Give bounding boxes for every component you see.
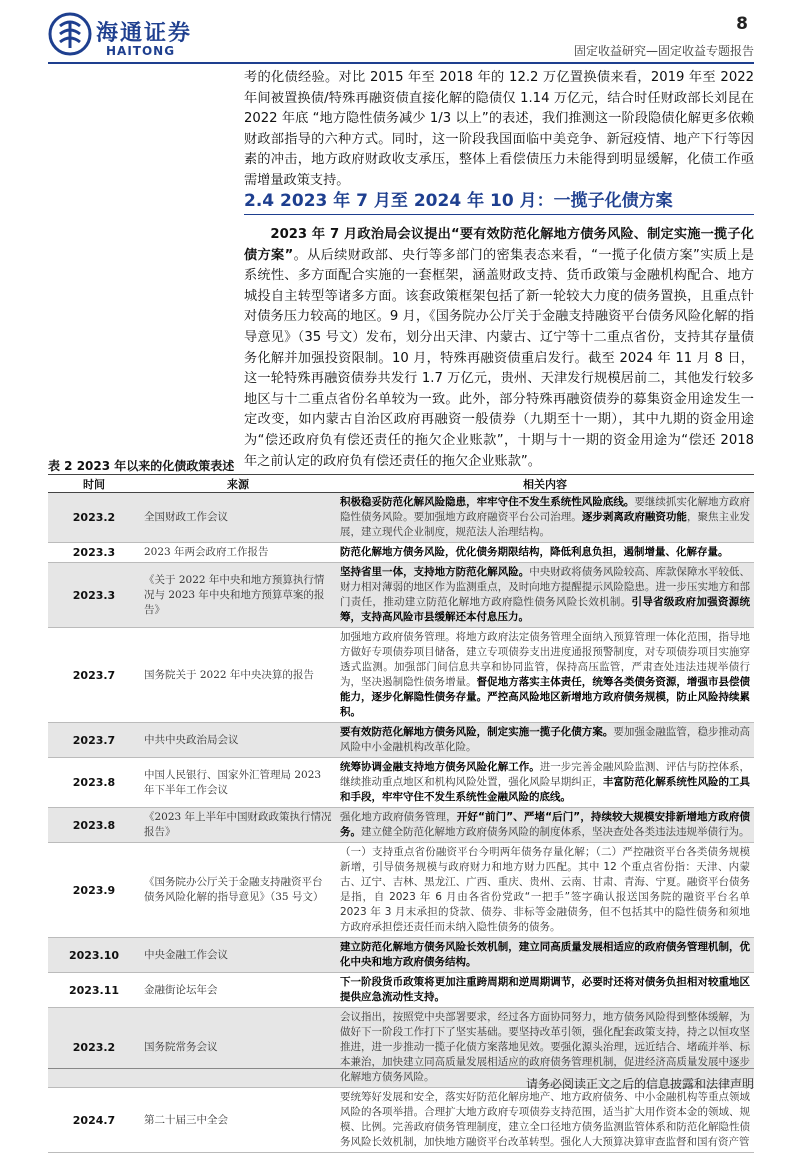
row-date: 2023.2: [48, 1008, 140, 1088]
header-date: 时间: [48, 476, 140, 493]
row-source: 第二十届三中全会: [140, 1088, 336, 1153]
table-header-row: [48, 476, 754, 493]
row-content: [336, 938, 754, 973]
row-content-bold-2: 丰富防范化解系统性风险的工具和手段，牢牢守住不发生系统性金融风险的底线。: [340, 776, 750, 803]
intro-text: 考的化债经验。对比 2015 年至 2018 年的 12.2 万亿置换债来看，2019 年至 2022 年间被置换债/特殊再融资债直接化解的隐债仅 1.14 万亿元，结合时任财政部长刘昆在 2022 年底 “地方隐性债务减少 1/3 以上”的表述，我们推测这一阶段隐债化解更多依赖财政部指导的六种方式。同时，这一阶段我国面临中美竞争、新冠疫情、地产下行等因素的冲击，地方政府财政收支承压，整体上看偿债压力未能得到明显缓解，化债工作亟需增量政策支持。: [244, 70, 754, 188]
page-header: [48, 12, 754, 64]
section-bold-lead: 2023 年 7 月政治局会议提出“要有效防范化解地方债务风险、制定实施一揽子化债方案”: [244, 227, 754, 263]
section-paragraph: [244, 225, 754, 472]
row-content-bold: 积极稳妥防范化解风险隐患，牢牢守住不发生系统性风险底线。: [340, 496, 635, 508]
row-content-text: 进一步完善金融风险监测、评估与防控体系，继续推动重点地区和机构风险处置，强化风险早期纠正，: [340, 761, 750, 788]
row-content-bold-2: 逐步剥离政府融资功能: [581, 511, 687, 523]
table-row: [48, 973, 754, 1008]
logo-text-en: HAITONG: [106, 44, 176, 58]
row-source: 中央金融工作会议: [140, 938, 336, 973]
row-content: [336, 628, 754, 723]
row-date: 2023.11: [48, 973, 140, 1008]
row-date: 2023.3: [48, 543, 140, 563]
row-content-text: 加强地方政府债务管理。将地方政府法定债务管理全面纳入预算管理一体化范围，指导地方做好专项债券项目储备，建立专项债券支出进度通报预警制度，对专项债券项目实施穿透式监测。加强部门间信息共享和协同监管，保持高压监管，严肃查处违法违规举债行为，坚决遏制隐性债务增量。: [340, 631, 750, 688]
row-content-bold: 统筹协调金融支持地方债务风险化解工作。: [340, 761, 540, 773]
row-date: 2023.2: [48, 493, 140, 543]
row-date: 2023.7: [48, 628, 140, 723]
row-content: [336, 563, 754, 628]
row-date: 2023.10: [48, 938, 140, 973]
row-date: 2023.8: [48, 808, 140, 843]
table-row: [48, 563, 754, 628]
table-row: [48, 808, 754, 843]
row-content-text: 会议指出，按照党中央部署要求，经过各方面协同努力，地方债务风险得到整体缓解，为做好下一阶段工作打下了坚实基础。要坚持改革引领，强化配套政策支持，持之以恒攻坚推进，进一步推动一揽子化债方案落地见效。要强化源头治理，远近结合、堵疏并举、标本兼治，加快建立同高质量发展相适应的政府债务管理机制，促进经济高质量发展中逐步化解地方债务风险。: [340, 1011, 750, 1083]
table-row: [48, 938, 754, 973]
table-caption: 表 2 2023 年以来的化债政策表述: [48, 459, 235, 473]
row-source: 中共中央政治局会议: [140, 723, 336, 758]
page-number: 8: [736, 14, 748, 34]
row-source: 《关于 2022 年中央和地方预算执行情况与 2023 年中央和地方预算草案的报告》: [140, 563, 336, 628]
row-content-text: 中央财政将债务风险较高、库款保障水平较低、财力相对薄弱的地区作为监测重点，及时向地方提醒提示风险隐患。进一步压实地方和部门责任，推动建立防范化解地方政府隐性债务风险长效机制。: [340, 566, 751, 608]
row-content-bold-2: 引导省级政府加强资源统筹，支持高风险市县缓解还本付息压力。: [340, 596, 751, 623]
row-content-bold-2: 督促地方落实主体责任，统筹各类债务资源，增强市县偿债能力，逐步化解隐性债务存量。严控高风险地区新增地方政府债务规模，防止风险持续累积。: [340, 676, 750, 718]
header-rule: [48, 62, 754, 64]
row-source: 国务院关于 2022 年中央决算的报告: [140, 628, 336, 723]
row-source: 金融街论坛年会: [140, 973, 336, 1008]
table-body: [48, 493, 754, 1153]
row-content-bold: 要有效防范化解地方债务风险，制定实施一揽子化债方案。: [340, 726, 614, 738]
row-content: [336, 723, 754, 758]
row-content-text: （一）支持重点省份融资平台今明两年债务存量化解；（二）严控融资平台各类债务规模新增，引导债务规模与政府财力和地方财力匹配。其中 12 个重点省份指：天津、内蒙古、辽宁、吉林、黑龙江、广西、重庆、贵州、云南、甘肃、青海、宁夏。融资平台债务是指，自 2023 年 6 月由各省份党政“一把手”签字确认报送国务院的融资平台名单 2023 年 3 月末承担的贷款、债券、非标等金融债务，但不包括其中的隐性债务和须地方政府承担偿还责任而未纳入隐性债务的债务。: [340, 846, 750, 933]
haitong-logo-icon: [48, 12, 92, 56]
footer-rule: [48, 1068, 754, 1069]
intro-paragraph: [244, 68, 754, 192]
row-content-bold: 下一阶段货币政策将更加注重跨周期和逆周期调节，必要时还将对债务负担相对较重地区提供应急流动性支持。: [340, 976, 750, 1003]
row-content: [336, 843, 754, 938]
table-row: [48, 1088, 754, 1153]
row-content-text: 要统筹好发展和安全，落实好防范化解房地产、地方政府债务、中小金融机构等重点领域风险的各项举措。合理扩大地方政府专项债券支持范围，适当扩大用作资本金的领域、规模、比例。完善政府债务管理制度，建立全口径地方债务监测监管体系和防范化解隐性债务风险长效机制，加快地方融资平台改革转型。强化人大预算决算审查监督和国有资产管: [340, 1091, 750, 1148]
table-row: [48, 843, 754, 938]
table-row: [48, 758, 754, 808]
row-date: 2023.7: [48, 723, 140, 758]
row-source: 中国人民银行、国家外汇管理局 2023 年下半年工作会议: [140, 758, 336, 808]
row-content-bold-2: 开好“前门”、严堵“后门”，持续较大规模安排新增地方政府债务。: [340, 811, 751, 838]
row-date: 2023.3: [48, 563, 140, 628]
policy-table: [48, 476, 754, 1153]
row-source: 全国财政工作会议: [140, 493, 336, 543]
row-content: [336, 493, 754, 543]
row-date: 2024.7: [48, 1088, 140, 1153]
logo-text-cn: 海通证券: [96, 20, 193, 46]
table-row: [48, 543, 754, 563]
row-content-text-2: ，聚焦主业发展，建立现代企业制度，规范法人治理结构。: [340, 511, 751, 538]
row-content-bold: 防范化解地方债务风险，优化债务期限结构，降低利息负担，遏制增量、化解存量。: [340, 546, 729, 558]
header-source: 来源: [140, 476, 336, 493]
row-source: 国务院常务会议: [140, 1008, 336, 1088]
row-content: [336, 1088, 754, 1153]
row-content-text: 要继续抓实化解地方政府隐性债务风险。要加强地方政府融资平台公司治理。: [340, 496, 751, 523]
row-content-text-2: 建立健全防范化解地方政府债务风险的制度体系，坚决查处各类违法违规举债行为。: [361, 826, 750, 838]
table-row: [48, 628, 754, 723]
section-title: 2.4 2023 年 7 月至 2024 年 10 月：一揽子化债方案: [244, 191, 673, 211]
row-content-text: 强化地方政府债务管理，: [340, 811, 457, 823]
header-content: 相关内容: [336, 476, 754, 493]
row-content: [336, 973, 754, 1008]
footer-disclaimer: 请务必阅读正文之后的信息披露和法律声明: [525, 1077, 754, 1091]
row-content: [336, 808, 754, 843]
row-source: 《国务院办公厅关于金融支持融资平台债务风险化解的指导意见》（35 号文）: [140, 843, 336, 938]
row-content-bold: 建立防范化解地方债务风险长效机制，建立同高质量发展相适应的政府债务管理机制，优化中央和地方政府债务结构。: [340, 941, 750, 968]
row-source: 2023 年两会政府工作报告: [140, 543, 336, 563]
running-title: 固定收益研究—固定收益专题报告: [573, 44, 754, 58]
row-source: 《2023 年上半年中国财政政策执行情况报告》: [140, 808, 336, 843]
row-date: 2023.9: [48, 843, 140, 938]
row-content-text: 要加强金融监管，稳步推动高风险中小金融机构改革化险。: [340, 726, 751, 753]
table-row: [48, 723, 754, 758]
section-rule: [244, 214, 754, 215]
section-body: 。从后续财政部、央行等多部门的密集表态来看，“一揽子化债方案”实质上是系统性、多方面配合实施的一套框架，涵盖财政支持、货币政策与金融机构配合、地方城投自主转型等诸多方面。该套政策框架包括了新一轮较大力度的债务置换，且重点针对债务压力较高的地区。9 月，《国务院办公厅关于金融支持融资平台债务风险化解的指导意见》（35 号文）发布，划分出天津、内蒙古、辽宁等十二重点省份，支持其存量债务化解并加强投资限制。10 月，特殊再融资债重启发行。截至 2024 年 11 月 8 日，这一轮特殊再融资债券共发行 1.7 万亿元，贵州、天津发行规模居前二，其他发行较多地区与十二重点省份名单较为一致。此外，部分特殊再融资债券的募集资金用途发生一定改变，如内蒙古自治区政府再融资一般债券（九期至十一期），其中九期的资金用途为“偿还政府负有偿还责任的拖欠企业账款”，十期与十一期的资金用途为“偿还 2018 年之前认定的政府负有偿还责任的拖欠企业账款”。: [244, 247, 754, 469]
row-content: [336, 758, 754, 808]
row-date: 2023.8: [48, 758, 140, 808]
table-row: [48, 493, 754, 543]
row-content: [336, 543, 754, 563]
row-content-bold: 坚持省里一体，支持地方防范化解风险。: [340, 566, 530, 578]
table-caption-rule: [48, 474, 754, 475]
